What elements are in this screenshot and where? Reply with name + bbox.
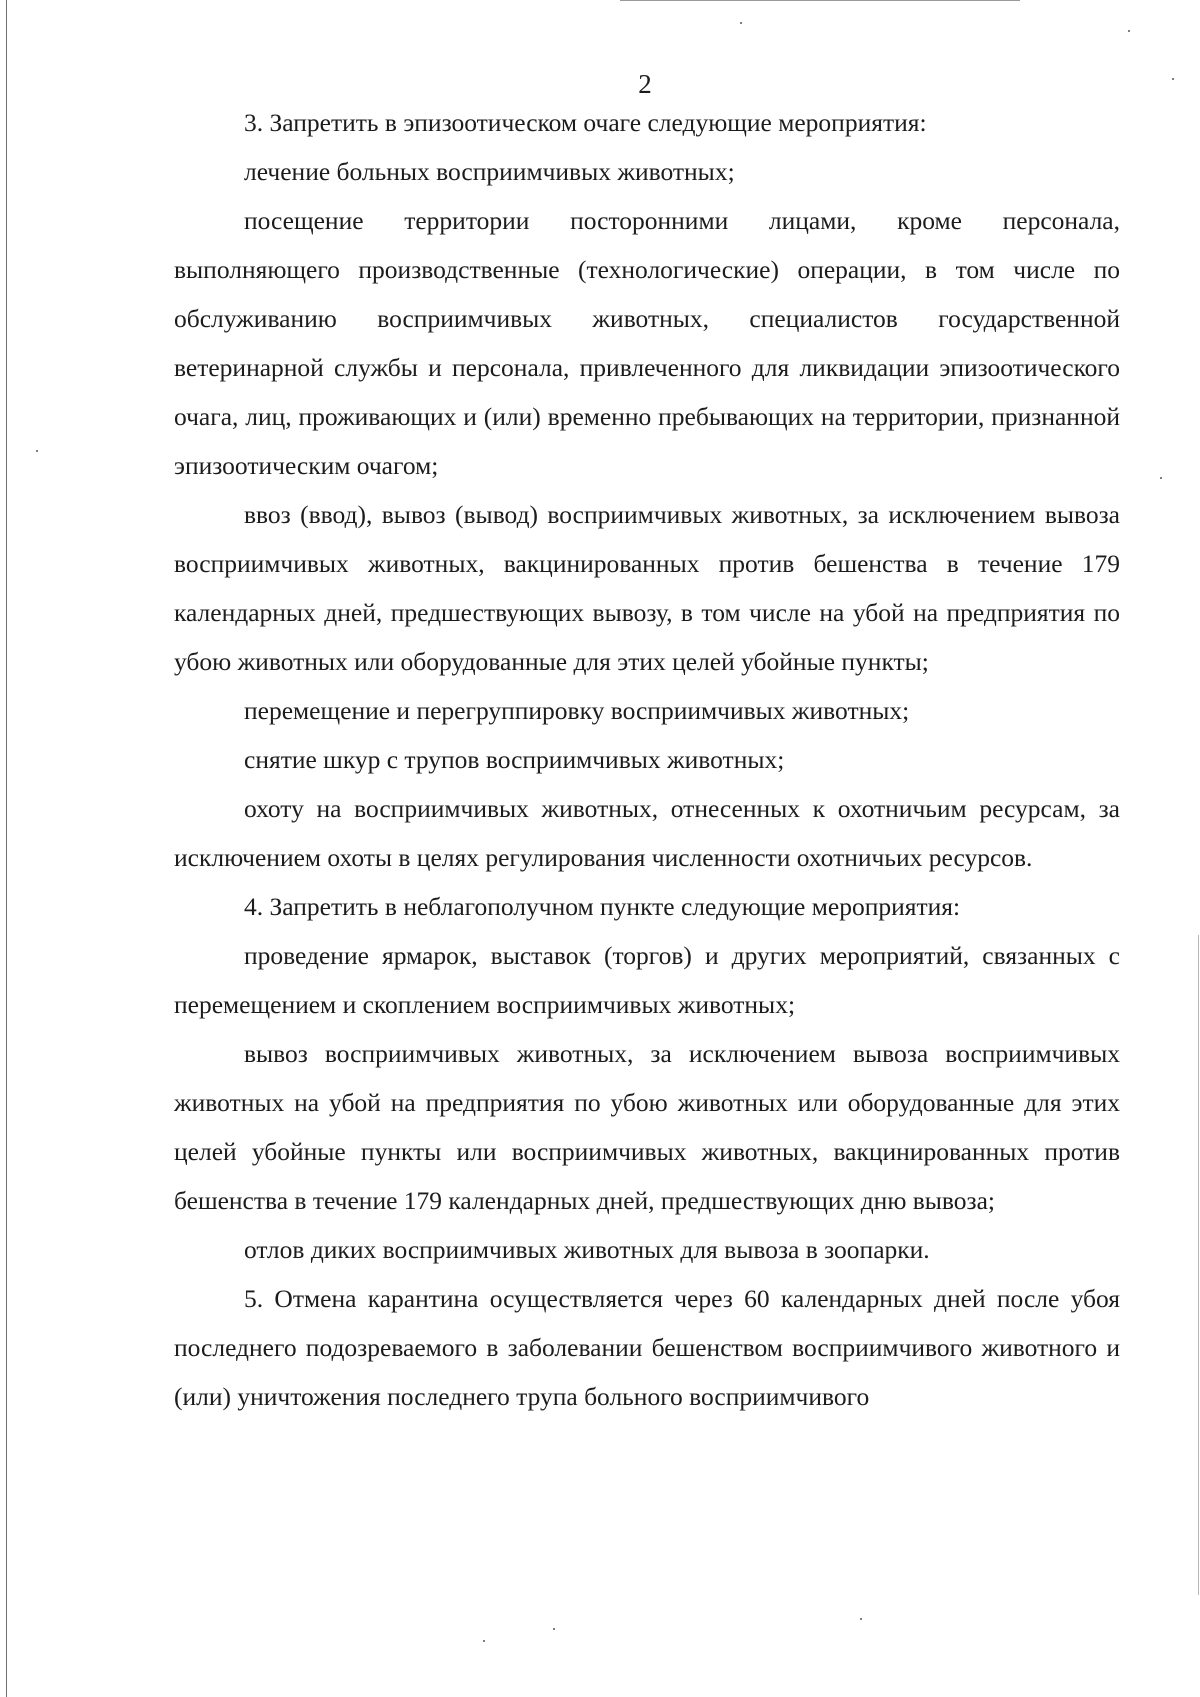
scan-speck — [1128, 30, 1130, 32]
paragraph-item-3-heading: 3. Запретить в эпизоотическом очаге следующие мероприятия: — [244, 108, 927, 137]
paragraph: отлов диких восприимчивых животных для вывоза в зоопарки. — [244, 1235, 930, 1264]
paragraph: проведение ярмарок, выставок (торгов) и других мероприятий, связанных с перемещением и скоплением восприимчивых животных; — [174, 941, 1120, 1019]
scan-speck — [483, 1640, 485, 1642]
paragraph-item-5: 5. Отмена карантина осуществляется через 60 календарных дней после убоя последнего подозреваемого в заболевании бешенством восприимчивого животного и (или) уничтожения последнего трупа больного восприимчивого — [174, 1284, 1120, 1411]
scan-top-line — [620, 0, 1020, 1]
document-body — [174, 98, 1120, 1421]
paragraph: посещение территории посторонними лицами, кроме персонала, выполняющего производственные (технологические) операции, в том числе по обслуживанию восприимчивых животных, специалистов государственной ветеринарной службы и персонала, привлеченного для ликвидации эпизоотического очага, лиц, проживающих и (или) временно пребывающих на территории, признанной эпизоотическим очагом; — [174, 206, 1120, 480]
scan-speck — [740, 22, 742, 24]
scan-speck — [36, 450, 38, 452]
paragraph: охоту на восприимчивых животных, отнесенных к охотничьим ресурсам, за исключением охоты в целях регулирования численности охотничьих ресурсов. — [174, 794, 1120, 872]
page-number: 2 — [638, 69, 652, 99]
paragraph: вывоз восприимчивых животных, за исключением вывоза восприимчивых животных на убой на предприятия по убою животных или оборудованные для этих целей убойные пункты или восприимчивых животных, вакцинированных против бешенства в течение 179 календарных дней, предшествующих дню вывоза; — [174, 1039, 1120, 1215]
scan-speck — [860, 1618, 862, 1620]
paragraph-item-4-heading: 4. Запретить в неблагополучном пункте следующие мероприятия: — [244, 892, 961, 921]
paragraph: ввоз (ввод), вывоз (вывод) восприимчивых животных, за исключением вывоза восприимчивых животных, вакцинированных против бешенства в течение 179 календарных дней, предшествующих вывозу, в том числе на убой на предприятия по убою животных или оборудованные для этих целей убойные пункты; — [174, 500, 1120, 676]
scan-speck — [1160, 477, 1162, 479]
scan-speck — [553, 1628, 555, 1630]
paragraph: лечение больных восприимчивых животных; — [244, 157, 735, 186]
paragraph: перемещение и перегруппировку восприимчивых животных; — [244, 696, 910, 725]
scan-left-edge — [6, 0, 7, 1697]
scan-right-line — [1198, 935, 1199, 1595]
paragraph: снятие шкур с трупов восприимчивых животных; — [244, 745, 785, 774]
